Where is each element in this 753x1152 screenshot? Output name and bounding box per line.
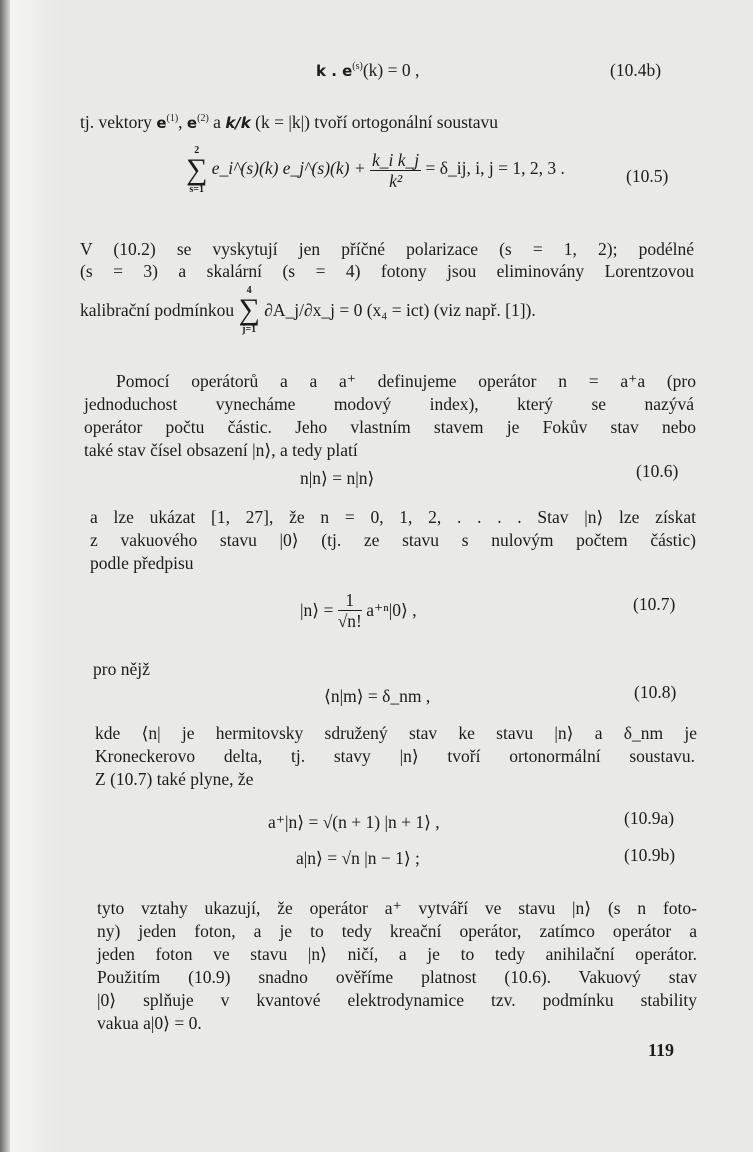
text: kalibrační podmínkou: [80, 300, 235, 320]
paragraph-2-line-3: [80, 285, 536, 335]
eq-rhs: = δ_ij, i, j = 1, 2, 3 .: [425, 158, 565, 179]
paragraph-7-line-2: ny) jeden foton, a je to tedy kreační operátor, zatímco operátor a: [97, 921, 697, 941]
denominator: √n!: [337, 611, 362, 631]
vector-k-over-k: k/k: [225, 113, 251, 132]
denominator: k²: [389, 170, 403, 191]
paragraph-2-line-2: (s = 3) a skalární (s = 4) fotony jsou eliminovány Lorentzovou: [80, 261, 694, 281]
sup: (1): [166, 113, 179, 124]
equation-10-4b: [316, 60, 419, 81]
equation-label-10-4b: (10.4b): [610, 60, 662, 80]
paragraph-7-line-4: Použitím (10.9) snadno ověříme platnost (10.6). Vakuový stav: [97, 967, 697, 987]
paragraph-3-line-3: operátor počtu částic. Jeho vlastním stavem je Fokův stav nebo: [84, 417, 696, 437]
sigma-icon: ∑: [238, 293, 260, 326]
equation-label-10-9a: (10.9a): [624, 808, 675, 828]
equation-10-7: [300, 590, 417, 631]
paragraph-4-line-2: z vakuového stavu |0⟩ (tj. ze stavu s nulovým počtem částic): [90, 530, 696, 550]
sum-lower: j=1: [242, 324, 257, 335]
fraction: [338, 590, 362, 631]
equation-label-10-5: (10.5): [626, 166, 669, 186]
paragraph-3-line-2: jednoduchost vynecháme modový index), který se nazývá: [84, 394, 694, 414]
paragraph-7-line-1: tyto vztahy ukazují, že operátor a⁺ vytváří ve stavu |n⟩ (s n foto-: [97, 898, 697, 918]
equation-label-10-6: (10.6): [636, 461, 679, 481]
equation-10-6: n|n⟩ = n|n⟩: [300, 468, 375, 488]
page-number: 119: [648, 1040, 675, 1060]
equation-10-5: [186, 145, 565, 195]
equation-label-10-9b: (10.9b): [624, 845, 676, 865]
text: ,: [178, 111, 187, 132]
paragraph-3-line-1: Pomocí operátorů a a a⁺ definujeme operátor n = a⁺a (pro: [116, 371, 696, 391]
vector-e2: e: [186, 113, 198, 132]
summation-sign: [186, 145, 207, 195]
text: tj. vektory: [80, 111, 157, 132]
paragraph-6-line-2: Kroneckerovo delta, tj. stavy |n⟩ tvoří ortonormální soustavu.: [95, 746, 695, 766]
paragraph-7-line-5: |0⟩ splňuje v kvantové elektrodynamice tzv. podmínku stability: [97, 990, 697, 1010]
paragraph-3-line-4: také stav čísel obsazení |n⟩, a tedy platí: [84, 440, 358, 460]
text: (k = |k|) tvoří ortogonální soustavu: [250, 111, 499, 132]
equation-10-9a: a⁺|n⟩ = √(n + 1) |n + 1⟩ ,: [268, 812, 440, 832]
eq-rest: (k) = 0 ,: [362, 60, 420, 80]
paragraph-2-line-1: V (10.2) se vyskytují jen příčné polarizace (s = 1, 2); podélné: [80, 239, 694, 259]
numerator: 1: [338, 590, 362, 611]
numerator: k_i k_j: [372, 149, 420, 170]
sum-lower: s=1: [189, 184, 204, 195]
eq-rhs: a⁺ⁿ|0⟩ ,: [366, 600, 417, 620]
paragraph-4-line-1: a lze ukázat [1, 27], že n = 0, 1, 2, . . . . Stav |n⟩ lze získat: [90, 507, 696, 527]
paragraph-6-line-3: Z (10.7) také plyne, že: [95, 769, 254, 789]
sup: (2): [197, 113, 209, 124]
sigma-icon: ∑: [186, 153, 208, 186]
text: ∂A_j/∂x_j = 0 (x₄ = ict) (viz např. [1]).: [264, 300, 536, 320]
eq-body: e_i^(s)(k) e_j^(s)(k) +: [211, 158, 371, 179]
paragraph-4-line-3: podle předpisu: [90, 553, 194, 573]
fraction: [370, 150, 421, 191]
equation-10-8: ⟨n|m⟩ = δ_nm ,: [324, 686, 431, 706]
vector-e1: e: [156, 113, 167, 132]
paragraph-7-line-3: jeden foton ve stavu |n⟩ ničí, a je to tedy anihilační operátor.: [97, 944, 697, 964]
equation-label-10-7: (10.7): [633, 594, 676, 614]
eq-sup: (s): [352, 61, 363, 73]
eq-lhs: k . e: [316, 62, 353, 80]
paragraph-6-line-1: kde ⟨n| je hermitovsky sdružený stav ke stavu |n⟩ a δ_nm je: [95, 723, 697, 743]
eq-lhs: |n⟩ =: [300, 600, 338, 620]
equation-label-10-8: (10.8): [634, 682, 677, 702]
paragraph-1-line: [80, 108, 692, 134]
summation-sign: [238, 285, 259, 335]
paragraph-7-line-6: vakua a|0⟩ = 0.: [97, 1013, 202, 1033]
paragraph-5: pro nějž: [93, 659, 150, 679]
equation-10-9b: a|n⟩ = √n |n − 1⟩ ;: [296, 848, 420, 868]
text: a: [208, 111, 226, 132]
sum-upper: 4: [246, 285, 252, 296]
sum-upper: 2: [194, 145, 200, 156]
